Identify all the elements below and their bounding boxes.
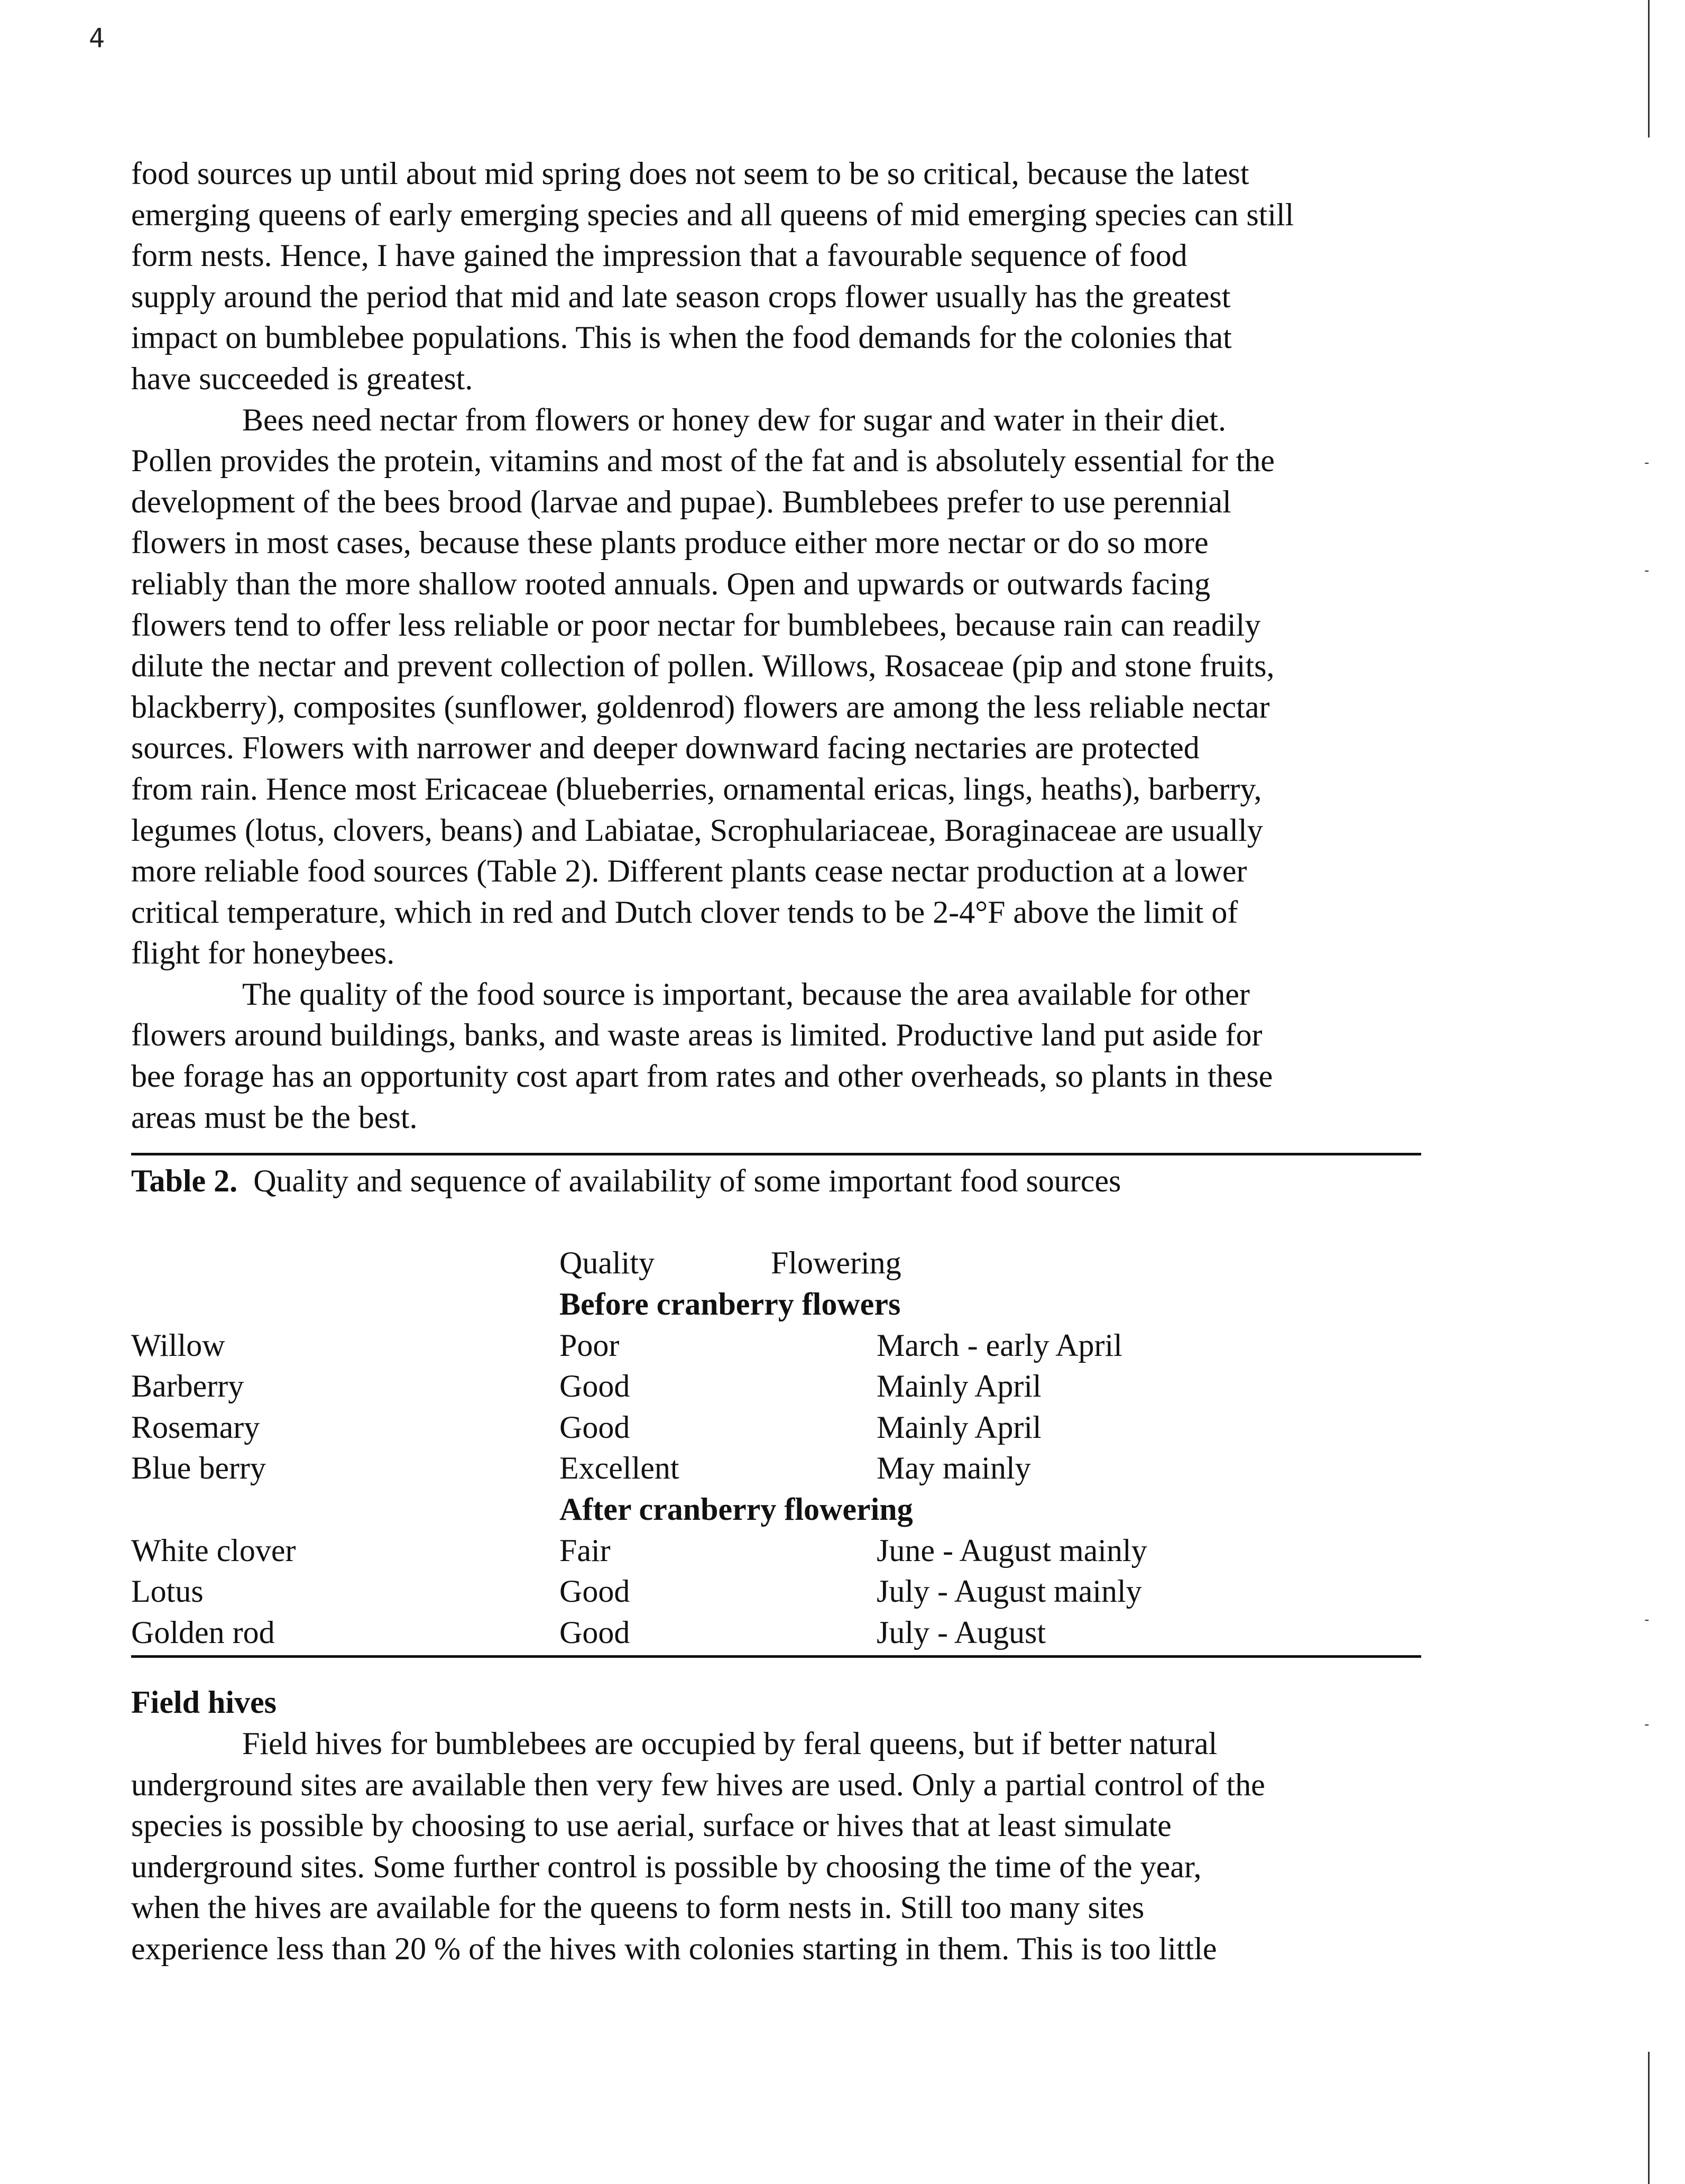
cell-plant: Barberry	[131, 1369, 244, 1404]
cell-flowering: March - early April	[877, 1327, 1122, 1363]
scan-edge-mark: -	[1644, 1612, 1650, 1628]
text-line: flowers around buildings, banks, and waste areas is limited. Productive land put aside for	[131, 1017, 1263, 1053]
scan-edge-line-bottom	[1648, 2052, 1650, 2184]
cell-plant: Blue berry	[131, 1451, 266, 1486]
table-group-title: After cranberry flowering	[559, 1492, 913, 1527]
text-line: more reliable food sources (Table 2). Different plants cease nectar production at a lower	[131, 854, 1247, 889]
text-line: have succeeded is greatest.	[131, 361, 473, 396]
cell-plant: Golden rod	[131, 1614, 275, 1650]
table-caption	[131, 1155, 1421, 1202]
text-line: experience less than 20 % of the hives with colonies starting in them. This is too little	[131, 1931, 1217, 1966]
text-line: form nests. Hence, I have gained the impression that a favourable sequence of food	[131, 238, 1187, 273]
cell-quality: Good	[559, 1409, 630, 1445]
text-line: legumes (lotus, clovers, beans) and Labiatae, Scrophulariaceae, Boraginaceae are usually	[131, 812, 1263, 848]
scan-edge-line-top	[1648, 0, 1650, 137]
table-row	[131, 1448, 1421, 1489]
cell-flowering: July - August	[877, 1614, 1046, 1650]
table-group-row	[131, 1489, 1421, 1530]
table-row	[131, 1530, 1421, 1572]
table-row	[131, 1612, 1421, 1654]
text-line: development of the bees brood (larvae and pupae). Bumblebees prefer to use perennial	[131, 484, 1231, 519]
text-line: from rain. Hence most Ericaceae (blueberries, ornamental ericas, lings, heaths), barberry,	[131, 771, 1262, 806]
text-line: Field hives for bumblebees are occupied by feral queens, but if better natural	[242, 1726, 1218, 1761]
text-line: when the hives are available for the queens to form nests in. Still too many sites	[131, 1890, 1145, 1925]
paragraph	[131, 153, 1421, 400]
text-line: underground sites. Some further control is possible by choosing the time of the year,	[131, 1849, 1202, 1884]
table-group-row	[131, 1284, 1421, 1325]
cell-flowering: Mainly April	[877, 1409, 1042, 1445]
page-content	[131, 153, 1421, 1970]
text-line: dilute the nectar and prevent collection of pollen. Willows, Rosaceae (pip and stone fruits,	[131, 648, 1275, 684]
cell-flowering: July - August mainly	[877, 1574, 1142, 1609]
section-heading: Field hives	[131, 1685, 277, 1720]
scan-edge-mark: -	[1644, 563, 1650, 579]
text-line: flight for honeybees.	[131, 935, 395, 971]
text-line: The quality of the food source is important, because the area available for other	[242, 976, 1250, 1012]
paragraph	[131, 974, 1421, 1138]
cell-plant: White clover	[131, 1533, 296, 1568]
table-row	[131, 1325, 1421, 1366]
cell-quality: Good	[559, 1614, 630, 1650]
page-number: 4	[89, 23, 105, 53]
cell-plant: Willow	[131, 1327, 225, 1363]
text-line: species is possible by choosing to use aerial, surface or hives that at least simulate	[131, 1808, 1172, 1843]
text-line: impact on bumblebee populations. This is when the food demands for the colonies that	[131, 320, 1232, 355]
cell-plant: Lotus	[131, 1574, 204, 1609]
text-line: critical temperature, which in red and Dutch clover tends to be 2-4°F above the limit of	[131, 894, 1238, 930]
header-quality: Quality	[559, 1245, 655, 1281]
scan-edge-mark: -	[1644, 1717, 1650, 1732]
text-line: supply around the period that mid and late season crops flower usually has the greatest	[131, 279, 1231, 314]
text-line: food sources up until about mid spring does not seem to be so critical, because the latest	[131, 156, 1249, 191]
text-line: blackberry), composites (sunflower, goldenrod) flowers are among the less reliable nectar	[131, 689, 1270, 724]
text-line: underground sites are available then very few hives are used. Only a partial control of the	[131, 1767, 1265, 1802]
cell-quality: Good	[559, 1369, 630, 1404]
text-line: Pollen provides the protein, vitamins and most of the fat and is absolutely essential for the	[131, 443, 1275, 479]
text-line: bee forage has an opportunity cost apart from rates and other overheads, so plants in these	[131, 1059, 1273, 1094]
text-line: reliably than the more shallow rooted annuals. Open and upwards or outwards facing	[131, 566, 1211, 601]
table-body	[131, 1284, 1421, 1653]
cell-quality: Excellent	[559, 1451, 679, 1486]
cell-flowering: May mainly	[877, 1451, 1031, 1486]
section-text	[131, 1723, 1421, 1970]
body-text	[131, 153, 1421, 1138]
table-label: Table 2.	[131, 1163, 238, 1199]
scan-edge-mark: -	[1644, 455, 1650, 471]
cell-plant: Rosemary	[131, 1409, 260, 1445]
cell-flowering: Mainly April	[877, 1369, 1042, 1404]
table-row	[131, 1571, 1421, 1612]
paragraph	[131, 400, 1421, 974]
cell-quality: Good	[559, 1574, 630, 1609]
cell-flowering: June - August mainly	[877, 1533, 1147, 1568]
cell-quality: Fair	[559, 1533, 611, 1568]
text-line: sources. Flowers with narrower and deeper downward facing nectaries are protected	[131, 730, 1200, 766]
table-header-row	[131, 1243, 1421, 1284]
table-group-title: Before cranberry flowers	[559, 1287, 901, 1322]
header-flowering: Flowering	[771, 1245, 901, 1281]
table-row	[131, 1366, 1421, 1407]
text-line: areas must be the best.	[131, 1099, 418, 1135]
table-caption-text: Quality and sequence of availability of some important food sources	[253, 1163, 1121, 1199]
text-line: Bees need nectar from flowers or honey dew for sugar and water in their diet.	[242, 402, 1226, 437]
text-line: emerging queens of early emerging species and all queens of mid emerging species can still	[131, 197, 1294, 232]
text-line: flowers tend to offer less reliable or poor nectar for bumblebees, because rain can readily	[131, 607, 1261, 643]
table-2	[131, 1153, 1421, 1658]
text-line: flowers in most cases, because these plants produce either more nectar or do so more	[131, 525, 1209, 561]
table-row	[131, 1407, 1421, 1448]
cell-quality: Poor	[559, 1327, 620, 1363]
